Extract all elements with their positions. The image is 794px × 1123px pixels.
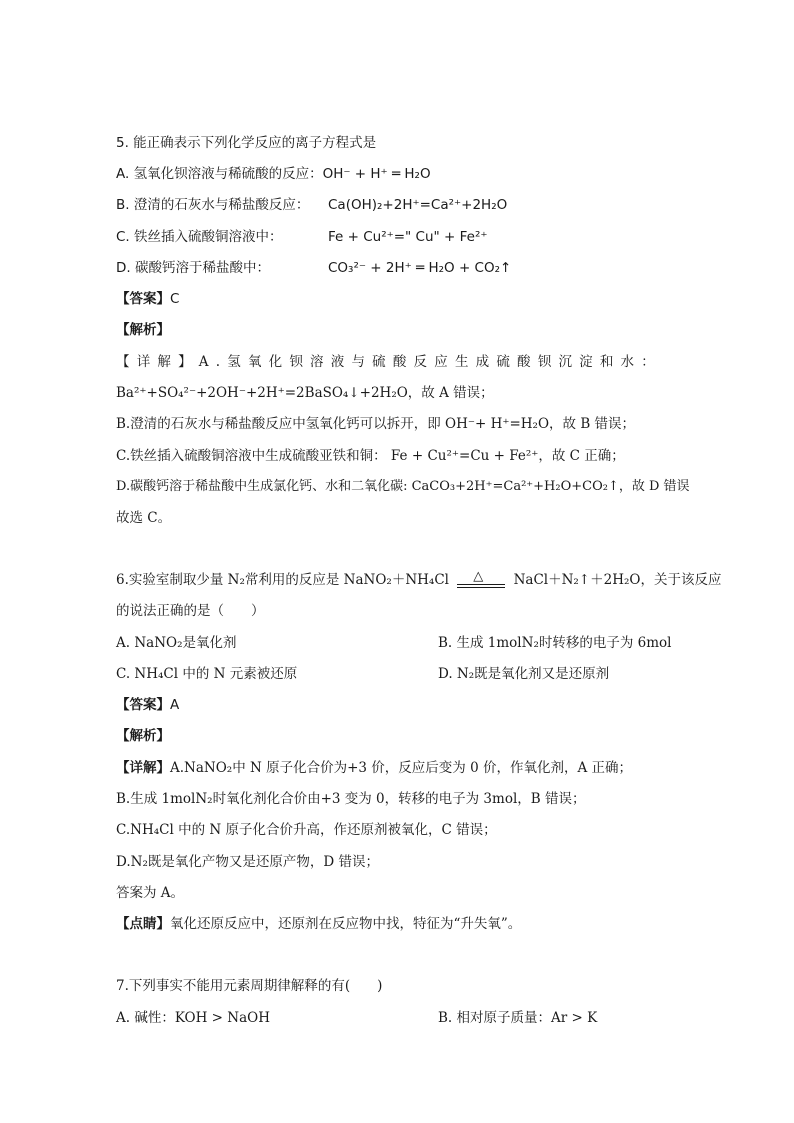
q5-answer bbox=[116, 290, 179, 308]
q7-option-b: B. 相对原子质量：Ar > K bbox=[438, 1010, 598, 1026]
q6-option-c: C. NH₄Cl 中的 N 元素被还原 bbox=[116, 666, 298, 682]
q6-point-text: 氧化还原反应中，还原剂在反应物中找，特征为“升失氧”。 bbox=[170, 916, 522, 932]
q6-point-label: 【点睛】 bbox=[116, 916, 170, 932]
q6-analysis-label: 【解析】 bbox=[116, 728, 170, 744]
q5-option-d-equation: CO₃²⁻ + 2H⁺ ═ H₂O + CO₂↑ bbox=[328, 260, 512, 276]
q6-detail-line-2: B.生成 1molN₂时氧化剂化合价由+3 变为 0，转移的电子为 3mol，B 错误； bbox=[116, 791, 586, 807]
q5-answer-label: 【答案】 bbox=[116, 291, 170, 307]
q5-detail-line-3: B.澄清的石灰水与稀盐酸反应中氢氧化钙可以拆开，即 OH⁻+ H⁺=H₂O，故 B 错误； bbox=[116, 416, 636, 432]
q5-option-c-equation: Fe + Cu²⁺=" Cu" + Fe²⁺ bbox=[328, 229, 488, 245]
q6-stem-part-2: NaCl＋N₂↑＋2H₂O，关于该反应 bbox=[513, 572, 722, 588]
q6-detail-line-1 bbox=[116, 759, 632, 777]
q6-stem-part-1: 6.实验室制取少量 N₂常利用的反应是 NaNO₂＋NH₄Cl bbox=[116, 572, 449, 588]
q6-option-a: A. NaNO₂是氧化剂 bbox=[116, 635, 237, 651]
q5-option-a bbox=[116, 165, 431, 183]
q5-option-d bbox=[116, 259, 270, 277]
q7-option-a: A. 碱性：KOH > NaOH bbox=[116, 1010, 270, 1026]
q5-answer-value: C bbox=[170, 291, 180, 307]
q5-option-c-text: C. 铁丝插入硫酸铜溶液中： bbox=[116, 229, 283, 245]
delta-icon: △ bbox=[473, 568, 484, 584]
q6-detail-line-5: 答案为 A。 bbox=[116, 885, 185, 901]
q5-stem: 5. 能正确表示下列化学反应的离子方程式是 bbox=[116, 135, 377, 151]
q5-option-d-text: D. 碳酸钙溶于稀盐酸中： bbox=[116, 260, 270, 276]
q5-detail-line-6: 故选 C。 bbox=[116, 510, 172, 526]
q5-option-b-equation: Ca(OH)₂+2H⁺=Ca²⁺+2H₂O bbox=[328, 197, 508, 213]
q6-point bbox=[116, 915, 521, 933]
q5-option-b-text: B. 澄清的石灰水与稀盐酸反应： bbox=[116, 197, 310, 213]
q5-option-a-equation: OH⁻ + H⁺ ═ H₂O bbox=[322, 166, 431, 182]
q5-option-a-text: A. 氢氧化钡溶液与稀硫酸的反应： bbox=[116, 166, 323, 182]
heating-condition-sign bbox=[453, 568, 509, 590]
q6-detail-line-3: C.NH₄Cl 中的 N 原子化合价升高，作还原剂被氧化，C 错误； bbox=[116, 822, 497, 838]
q5-analysis-label: 【解析】 bbox=[116, 322, 170, 338]
q6-answer-label: 【答案】 bbox=[116, 697, 170, 713]
q5-detail-line-4: C.铁丝插入硫酸铜溶液中生成硫酸亚铁和铜： Fe + Cu²⁺=Cu + Fe²⁺，故 C 正确； bbox=[116, 448, 625, 464]
q5-detail-line-1: 【详解】A.氢氧化钡溶液与硫酸反应生成硫酸钡沉淀和水： bbox=[116, 354, 662, 370]
q6-stem-line-2: 的说法正确的是（ ） bbox=[116, 603, 265, 619]
q6-detail-line-4: D.N₂既是氧化产物又是还原产物，D 错误； bbox=[116, 854, 379, 870]
double-line-bottom bbox=[457, 587, 505, 588]
q7-stem: 7.下列事实不能用元素周期律解释的有( ) bbox=[116, 978, 383, 994]
q6-detail-label: 【详解】 bbox=[116, 760, 170, 776]
q6-answer-value: A bbox=[170, 697, 180, 713]
q5-option-b bbox=[116, 196, 309, 214]
q6-detail-text-1: A.NaNO₂中 N 原子化合价为+3 价，反应后变为 0 价，作氧化剂，A 正确； bbox=[170, 760, 632, 776]
q6-option-d: D. N₂既是氧化剂又是还原剂 bbox=[438, 666, 610, 682]
q6-stem-line-1 bbox=[116, 568, 722, 590]
q5-option-c bbox=[116, 228, 283, 246]
q6-answer bbox=[116, 696, 179, 714]
double-line-top bbox=[457, 584, 505, 585]
q5-detail-line-2: Ba²⁺+SO₄²⁻+2OH⁻+2H⁺=2BaSO₄↓+2H₂O，故 A 错误； bbox=[116, 385, 494, 401]
q5-detail-line-5: D.碳酸钙溶于稀盐酸中生成氯化钙、水和二氧化碳: CaCO₃+2H⁺=Ca²⁺+H₂O+CO₂↑，故 D 错误 bbox=[116, 479, 690, 494]
q6-option-b: B. 生成 1molN₂时转移的电子为 6mol bbox=[438, 635, 672, 651]
